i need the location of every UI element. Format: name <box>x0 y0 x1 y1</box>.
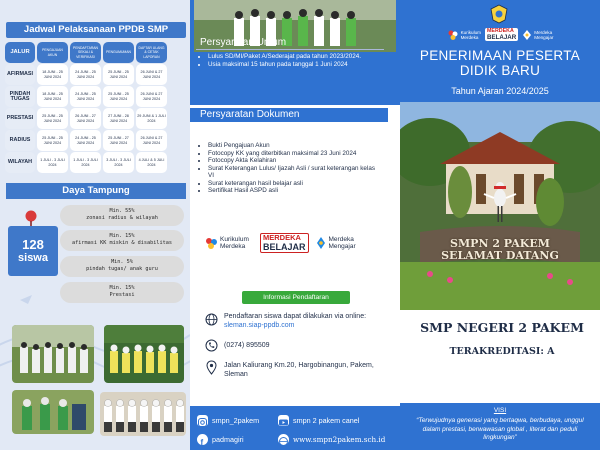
school-photo <box>400 102 600 310</box>
quota-percent: Min. 15% <box>109 233 135 239</box>
cover-logos <box>400 28 600 41</box>
logo-text: Kurikulum <box>220 236 249 243</box>
schedule-route-label: PINDAH TUGAS <box>5 86 35 107</box>
globe-icon <box>205 313 218 326</box>
merdeka-belajar-logo <box>260 233 309 253</box>
schedule-cell: 25 JUNI - 25 JUNI 2024 <box>37 130 68 151</box>
schedule-header: DAFTAR ULANG & CETAK LAPORAN <box>136 42 167 63</box>
schedule-cell: 29 JUNI & 1 JULI 2024 <box>136 108 167 129</box>
schedule-route-label: AFIRMASI <box>5 64 35 85</box>
list-item: • Surat Keterangan Lulus/ Ijazah Asli / surat keterangan kelas VI <box>208 165 380 180</box>
schedule-header: PENGAJUAN AKUN <box>37 42 68 63</box>
schedule-cell: 4 JULI & 5 JULI 2024 <box>136 152 167 173</box>
logo-text: BELAJAR <box>263 242 306 252</box>
general-requirements-title: Persyaratan Umum <box>196 36 384 50</box>
cover-block <box>400 0 600 310</box>
merdeka-mengajar-logo <box>534 30 553 40</box>
logo-text: Mengajar <box>534 34 554 40</box>
schedule-header: JALUR <box>5 42 35 63</box>
cover-year: Tahun Ajaran 2024/2025 <box>451 86 549 96</box>
list-item: • Bukti Pengajuan Akun <box>208 142 380 150</box>
program-logos <box>204 228 356 258</box>
facebook-icon <box>197 434 208 445</box>
schedule-title: Jadwal Pelaksanaan PPDB SMP <box>6 22 186 38</box>
document-requirements-list <box>200 142 380 195</box>
schedule-row <box>5 152 186 173</box>
registration-text: Pendaftaran siswa dapat dilakukan via online: <box>224 313 367 320</box>
schedule-cell: 26 JUNI & 27 JUNI 2024 <box>136 130 167 151</box>
logo-text: Mengajar <box>328 243 356 250</box>
schedule-cell: 3 JULI - 3 JULI 2024 <box>103 152 134 173</box>
capacity-total-unit: siswa <box>18 252 48 264</box>
photo-students-4 <box>100 392 186 436</box>
kurikulum-merdeka-logo <box>461 30 481 40</box>
schedule-cell: 27 JUNI - 28 JUNI 2024 <box>103 108 134 129</box>
schedule-cell: 26 JUNI & 27 JUNI 2024 <box>136 64 167 85</box>
logo-text: MERDEKA <box>487 28 514 34</box>
list-item: • Usia maksimal 15 tahun pada tanggal 1 Juni 2024 <box>208 61 390 69</box>
schedule-cell: 18 JUNI - 25 JUNI 2024 <box>37 86 68 107</box>
schedule-header: PENGUMUMAN <box>103 42 134 63</box>
quota-bubble <box>60 230 184 251</box>
general-requirements-block <box>190 0 400 105</box>
logo-text: BELAJAR <box>487 34 517 41</box>
quota-desc: pindah tugas/ anak guru <box>86 266 158 272</box>
logo-text: Merdeka <box>460 34 479 40</box>
list-item: • Fotocopy KK yang diterbitkan maksimal 23 Juni 2024 <box>208 150 380 158</box>
schedule-route-label: RADIUS <box>5 130 35 151</box>
cover-title <box>400 48 600 78</box>
merdeka-mengajar-logo-icon <box>315 236 327 250</box>
social-media-bar <box>190 406 400 450</box>
schedule-cell: 25 JUNI - 27 JUNI 2024 <box>103 130 134 151</box>
school-emblem-icon <box>489 4 509 24</box>
quota-percent: Min. 55% <box>109 208 135 214</box>
photo-students-3 <box>12 390 94 434</box>
accreditation: TERAKREDITASI: A <box>449 346 555 357</box>
youtube-icon <box>278 415 289 426</box>
photo-students-2 <box>104 325 184 383</box>
logo-text: MERDEKA <box>263 233 301 242</box>
document-requirements-title: Persyaratan Dokumen <box>190 108 388 122</box>
schedule-table <box>5 42 186 174</box>
list-item: • Sertifikat Hasil ASPD asli <box>208 187 380 195</box>
merdeka-belajar-logo <box>485 28 518 41</box>
schedule-cell: 26 JUNI & 27 JUNI 2024 <box>136 86 167 107</box>
schedule-cell: 24 JUNI - 25 JUNI 2024 <box>70 86 101 107</box>
registration-link[interactable]: sleman.siap-ppdb.com <box>224 322 295 329</box>
list-item: • Fotocopy Akta Kelahiran <box>208 157 380 165</box>
merdeka-mengajar-logo-icon <box>522 29 532 41</box>
facebook-page[interactable]: padmagiri <box>212 435 244 444</box>
schedule-cell: 1 JULI - 3 JULI 2024 <box>37 152 68 173</box>
cover-title-line: PENERIMAAN PESERTA <box>419 48 581 63</box>
school-name: SMP NEGERI 2 PAKEM <box>420 320 584 335</box>
vision-title: VISI <box>493 407 507 414</box>
quota-percent: Min. 15% <box>109 285 135 291</box>
schedule-cell: 25 JUNI - 25 JUNI 2024 <box>103 64 134 85</box>
schedule-route-label: WILAYAH <box>5 152 35 173</box>
right-panel <box>400 0 600 450</box>
logo-text: Merdeka <box>220 243 246 250</box>
vision-text: “Terwujudnya generasi yang bertaqwa, berbudaya, unggul dalam prestasi, berwawasan global , literat dan peduli lingkungan” <box>416 417 584 441</box>
phone-number: (0274) 895509 <box>224 342 270 349</box>
merdeka-mengajar-logo <box>329 236 356 250</box>
quota-bubble <box>60 205 184 226</box>
photo-students-1 <box>12 325 94 383</box>
schedule-header: PENDAFTARAN SEKALI & VERIFIKASI <box>70 42 101 63</box>
quota-desc: afirmasi KK miskin & disabilitas <box>72 240 172 246</box>
schedule-row <box>5 108 186 129</box>
schedule-cell: 18 JUNI - 25 JUNI 2024 <box>37 64 68 85</box>
instagram-icon <box>197 415 208 426</box>
website-icon <box>278 434 289 445</box>
schedule-row <box>5 86 186 107</box>
logo-text: Kurikulum <box>460 29 482 35</box>
logo-text: Merdeka <box>328 236 354 243</box>
address: Jalan Kaliurang Km.20, Hargobinangun, Pakem, Sleman <box>224 362 374 378</box>
schedule-cell: 24 JUNI - 25 JUNI 2024 <box>70 64 101 85</box>
schedule-cell: 26 JUNI - 27 JUNI 2024 <box>70 108 101 129</box>
cover-title-line: DIDIK BARU <box>459 63 541 78</box>
left-panel <box>0 0 190 450</box>
schedule-cell: 1 JULI - 3 JULI 2024 <box>70 152 101 173</box>
location-pin-icon <box>205 360 218 375</box>
kurikulum-merdeka-logo-icon <box>447 29 459 41</box>
sign-text: SMPN 2 PAKEM SELAMAT DATANG <box>441 237 559 262</box>
capacity-title: Daya Tampung <box>6 183 186 199</box>
quota-desc: zonasi radius & wilayah <box>86 215 158 221</box>
youtube-channel[interactable]: smpn 2 pakem canel <box>293 416 360 425</box>
kurikulum-merdeka-logo-icon <box>204 236 218 250</box>
kurikulum-merdeka-logo <box>220 236 254 250</box>
list-item: • Lulus SD/MI/Paket A/Sederajat pada tahun 2023/2024. <box>208 53 390 61</box>
svg-text:f: f <box>200 438 204 447</box>
instagram-handle[interactable]: smpn_2pakem <box>212 416 260 425</box>
quota-bubble <box>60 256 184 277</box>
schedule-cell: 25 JUNI - 25 JUNI 2024 <box>103 86 134 107</box>
general-requirements-list <box>200 53 390 68</box>
schedule-cell: 24 JUNI - 25 JUNI 2024 <box>70 130 101 151</box>
registration-info <box>224 312 392 330</box>
info-registration-title: Informasi Pendaftaran <box>242 291 350 304</box>
schedule-row <box>5 64 186 85</box>
schedule-header-row <box>5 42 186 63</box>
list-item: • Surat keterangan hasil belajar asli <box>208 180 380 188</box>
vision-block <box>400 403 600 450</box>
schedule-row <box>5 130 186 151</box>
middle-panel <box>190 0 400 450</box>
quota-desc: Prestasi <box>109 292 135 298</box>
capacity-total-number: 128 <box>22 237 44 252</box>
logo-text: Merdeka <box>534 29 553 35</box>
quota-percent: Min. 5% <box>111 259 133 265</box>
capacity-total-badge <box>8 226 58 276</box>
quota-bubble <box>60 282 184 303</box>
website-url[interactable]: www.smpn2pakem.sch.id <box>293 435 386 444</box>
schedule-cell: 25 JUNI - 25 JUNI 2024 <box>37 108 68 129</box>
phone-icon <box>205 339 218 352</box>
schedule-route-label: PRESTASI <box>5 108 35 129</box>
